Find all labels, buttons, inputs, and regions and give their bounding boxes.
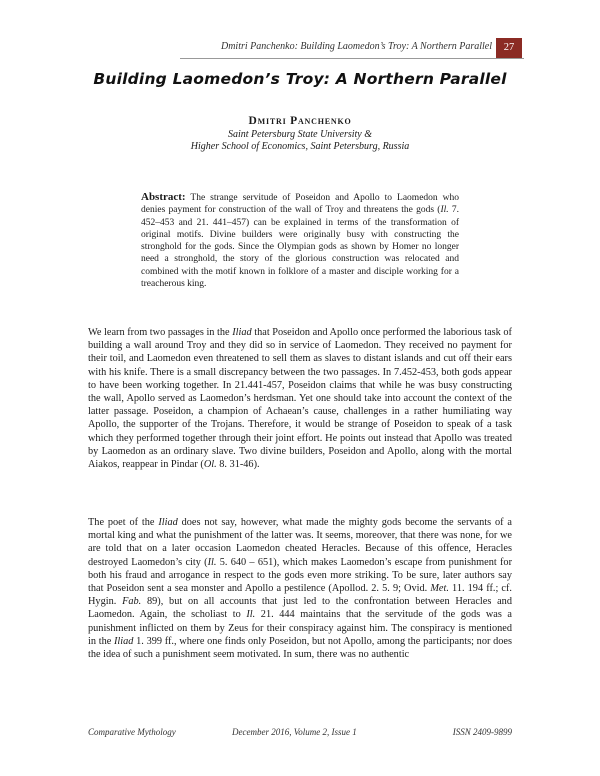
abstract-text: The strange servitude of Poseidon and Apollo to Laomedon who denies payment for construction of the wall of Troy and threatens the gods ( xyxy=(141,193,459,216)
running-title: Dmitri Panchenko: Building Laomedon’s Troy: A Northern Parallel xyxy=(220,41,492,52)
affiliation-line-2: Higher School of Economics, Saint Petersburg, Russia xyxy=(190,141,410,152)
text-run: 89), but on all accounts that just led to the confrontation between Heracles and Laomedon. Again, the scholiast to xyxy=(88,596,512,621)
article-title: Building Laomedon’s Troy: A Northern Parallel xyxy=(93,70,507,88)
body-paragraph-1 xyxy=(88,326,512,471)
italic-text: Iliad xyxy=(114,635,134,647)
text-run: that Poseidon and Apollo once performed the laborious task of building a wall around Troy and they did so in service of Laomedon. They received no payment for their toil, and Laomedon even threatened to sell them as slaves to distant islands and cut off their ears with his knife. There is a small discrepancy between the two passages. In 7.452-453, both gods appear to have been working together. In 21.441-457, Poseidon claims that while he was busy constructing the wall, Apollo served as Laomedon’s herdsman. Yet one should take into account the context of the latter passage. Poseidon, a champion of Achaean’s cause, challenges in a rather humiliating way Apollo, the supporter of the Trojans. Therefore, it would be strange of Poseidon to speak of a task which they performed together through their joint effort. He points out instead that Apollo was treated by Laomedon as an ordinary slave. Two divine builders, Poseidon and Apollo, along with the mortal Aiakos, reappear in Pindar ( xyxy=(88,327,512,471)
text-run: 1. 399 ff., where one finds only Poseidon, but not Apollo, among the participants; nor does the idea of such a punishment seem motivated. In sum, there was no authentic xyxy=(88,635,512,661)
footer-journal: Comparative Mythology xyxy=(88,727,176,737)
italic-text: Met. xyxy=(430,583,449,595)
page-footer xyxy=(88,727,512,741)
text-run: 5. 640 – 651), which makes Laomedon’s escape from punishment for both his fraud and arrogance in respect to the gods even more striking. To be sure, later authors say that Poseidon sent a sea monster and Apollo a pestilence (Apollod. 2. 5. 9; Ovid. xyxy=(88,556,512,595)
text-run: 11. 194 ff.; cf. Hygin. xyxy=(88,583,512,608)
text-run: The poet of the xyxy=(88,517,159,528)
abstract xyxy=(141,191,459,290)
footer-issue: December 2016, Volume 2, Issue 1 xyxy=(232,727,357,737)
body-paragraph-2 xyxy=(88,516,512,661)
affiliation-line-1: Saint Petersburg State University & xyxy=(227,129,373,140)
header-rule xyxy=(180,58,524,59)
abstract-text: 7. 452–453 and 21. 441–457) can be explained in terms of the transformation of original motifs. Divine builders were originally busy with constructing the stronghold for the gods. Since the Olympian gods as shown by Homer no longer need a stronghold, the story of the glorious construction was relocated and combined with the motif known in folklore of a master and disciple working for a treacherous king. xyxy=(141,205,459,290)
italic-text: Il. xyxy=(246,609,256,621)
text-run: We learn from two passages in the xyxy=(88,327,233,338)
author-name: Dmitri Panchenko xyxy=(248,115,352,127)
page-number-badge: 27 xyxy=(496,38,522,58)
abstract-citation: Il. xyxy=(440,205,449,216)
text-run: does not say, however, what made the mighty gods become the servants of a mortal king and what the punishment of the latter was. It seems, moreover, that there was none, for we are told that on a later occasion Laomedon cheated Heracles. Because of this offence, Heracles destroyed Laomedon’s city ( xyxy=(88,517,512,568)
italic-text: Fab. xyxy=(122,596,142,608)
text-run: 21. 444 maintains that the servitude of the gods was a punishment inflicted on them by Zeus for their conspiracy against him. The conspiracy is mentioned in the xyxy=(88,609,512,647)
italic-text: Ol. xyxy=(203,459,217,471)
italic-text: Iliad xyxy=(158,517,178,528)
footer-issn: ISSN 2409-9899 xyxy=(452,727,512,737)
running-header xyxy=(0,38,600,58)
italic-text: Iliad xyxy=(232,327,252,338)
italic-text: Il. xyxy=(207,556,217,568)
abstract-label: Abstract: xyxy=(141,191,186,203)
text-run: 8. 31-46). xyxy=(216,459,260,471)
